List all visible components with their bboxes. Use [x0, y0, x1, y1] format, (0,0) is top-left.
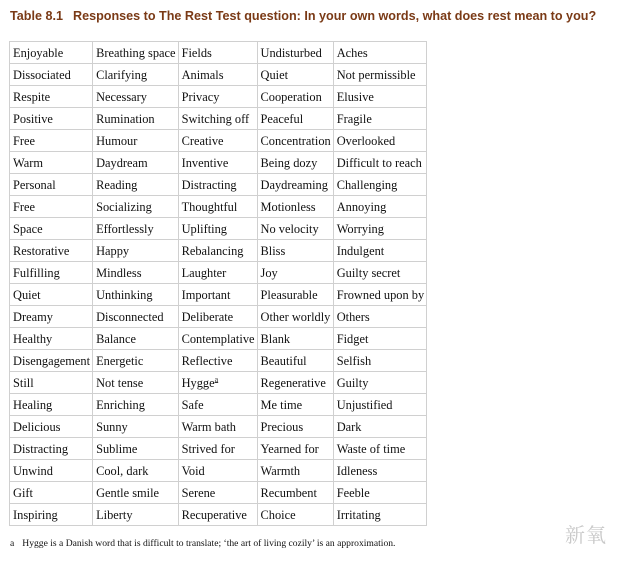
table-cell-col-1 — [10, 196, 93, 218]
cell-text: Unwind — [13, 463, 53, 478]
table-cell-col-5 — [333, 108, 426, 130]
cell-text: Daydream — [96, 155, 148, 170]
table-cell-col-4 — [257, 152, 333, 174]
table-cell-col-1 — [10, 284, 93, 306]
table-cell-col-4 — [257, 262, 333, 284]
table-cell-col-3 — [178, 174, 257, 196]
table-cell-col-1 — [10, 218, 93, 240]
cell-text: Frowned upon by — [336, 287, 425, 302]
table-cell-col-4 — [257, 460, 333, 482]
table-row — [10, 240, 427, 262]
cell-text: Inventive — [181, 155, 229, 170]
table-row — [10, 42, 427, 64]
cell-text: Beautiful — [260, 353, 307, 368]
table-cell-col-5 — [333, 152, 426, 174]
footnote — [10, 538, 395, 549]
cell-text: Happy — [96, 243, 130, 258]
table-cell-col-4 — [257, 438, 333, 460]
table-cell-col-4 — [257, 328, 333, 350]
cell-text: Guilty secret — [336, 265, 401, 280]
cell-text: Strived for — [181, 441, 235, 456]
table-cell-col-5 — [333, 394, 426, 416]
footnote-label: a — [10, 538, 15, 549]
cell-text: Distracting — [181, 177, 237, 192]
table-cell-col-4 — [257, 482, 333, 504]
table-cell-col-4 — [257, 284, 333, 306]
cell-text: Disengagement — [13, 353, 91, 368]
cell-text: Reflective — [181, 353, 233, 368]
cell-text: Peaceful — [260, 111, 304, 126]
cell-text: Switching off — [181, 111, 250, 126]
table-row — [10, 372, 427, 394]
cell-text: Dissociated — [13, 67, 71, 82]
cell-text: Guilty — [336, 375, 369, 390]
cell-text: Contemplative — [181, 331, 255, 346]
table-cell-col-5 — [333, 350, 426, 372]
table-cell-col-2 — [93, 64, 178, 86]
cell-text: Warmth — [260, 463, 301, 478]
table-cell-col-1 — [10, 372, 93, 394]
table-row — [10, 504, 427, 526]
table-cell-col-5 — [333, 460, 426, 482]
cell-text: Motionless — [260, 199, 316, 214]
table-cell-col-3 — [178, 152, 257, 174]
table-cell-col-4 — [257, 504, 333, 526]
cell-text: Idleness — [336, 463, 378, 478]
cell-text: Fidget — [336, 331, 369, 346]
cell-text: Mindless — [96, 265, 142, 280]
table-cell-col-1 — [10, 394, 93, 416]
cell-text: Socializing — [96, 199, 152, 214]
table-cell-col-2 — [93, 460, 178, 482]
cell-text: Energetic — [96, 353, 144, 368]
table-cell-col-1 — [10, 64, 93, 86]
cell-text: Healing — [13, 397, 53, 412]
cell-text: Clarifying — [96, 67, 148, 82]
table-cell-col-4 — [257, 42, 333, 64]
cell-text: Not tense — [96, 375, 144, 390]
table-cell-col-1 — [10, 460, 93, 482]
table-cell-col-5 — [333, 240, 426, 262]
cell-text: Humour — [96, 133, 138, 148]
cell-text: Precious — [260, 419, 304, 434]
table-row — [10, 108, 427, 130]
table-cell-col-4 — [257, 174, 333, 196]
cell-text: Quiet — [260, 67, 289, 82]
watermark-logo: 新氧 — [565, 523, 607, 547]
cell-text: Daydreaming — [260, 177, 328, 192]
cell-text: Uplifting — [181, 221, 227, 236]
table-row — [10, 438, 427, 460]
table-cell-col-2 — [93, 394, 178, 416]
table-cell-col-5 — [333, 328, 426, 350]
footnote-reference[interactable]: a — [214, 374, 219, 384]
cell-text: Balance — [96, 331, 136, 346]
cell-text: Undisturbed — [260, 45, 322, 60]
cell-text: Deliberate — [181, 309, 234, 324]
table-row — [10, 284, 427, 306]
cell-text: Healthy — [13, 331, 53, 346]
cell-text: Rumination — [96, 111, 155, 126]
table-row — [10, 218, 427, 240]
table-cell-col-1 — [10, 108, 93, 130]
table-cell-col-3 — [178, 416, 257, 438]
table-cell-col-3 — [178, 42, 257, 64]
table-cell-col-1 — [10, 240, 93, 262]
cell-text: Me time — [260, 397, 303, 412]
cell-text: Sublime — [96, 441, 138, 456]
table-row — [10, 460, 427, 482]
table-cell-col-5 — [333, 42, 426, 64]
cell-text: Enriching — [96, 397, 145, 412]
cell-text: Thoughtful — [181, 199, 238, 214]
cell-text: Warm — [13, 155, 43, 170]
table-cell-col-2 — [93, 438, 178, 460]
cell-text: Quiet — [13, 287, 41, 302]
table-cell-col-1 — [10, 42, 93, 64]
table-cell-col-4 — [257, 350, 333, 372]
table-cell-col-3 — [178, 482, 257, 504]
table-cell-col-1 — [10, 306, 93, 328]
table-cell-col-4 — [257, 372, 333, 394]
table-cell-col-5 — [333, 130, 426, 152]
table-cell-col-1 — [10, 504, 93, 526]
table-row — [10, 416, 427, 438]
cell-text: Breathing space — [96, 45, 176, 60]
table-cell-col-3 — [178, 108, 257, 130]
cell-text: Elusive — [336, 89, 374, 104]
cell-text: No velocity — [260, 221, 319, 236]
table-cell-col-5 — [333, 504, 426, 526]
cell-text: Still — [13, 375, 34, 390]
cell-text: Concentration — [260, 133, 331, 148]
table-cell-col-2 — [93, 482, 178, 504]
cell-text: Creative — [181, 133, 224, 148]
table-cell-col-4 — [257, 130, 333, 152]
cell-text: Personal — [13, 177, 56, 192]
cell-text: Gentle smile — [96, 485, 160, 500]
table-row — [10, 350, 427, 372]
cell-text: Sunny — [96, 419, 128, 434]
cell-text: Blank — [260, 331, 291, 346]
table-cell-col-3 — [178, 372, 257, 394]
table-cell-col-4 — [257, 196, 333, 218]
table-cell-col-3 — [178, 460, 257, 482]
cell-text: Disconnected — [96, 309, 164, 324]
cell-text: Regenerative — [260, 375, 326, 390]
cell-text: Cooperation — [260, 89, 322, 104]
cell-text: Positive — [13, 111, 53, 126]
table-cell-col-3 — [178, 86, 257, 108]
cell-text: Safe — [181, 397, 204, 412]
cell-text: Overlooked — [336, 133, 396, 148]
footnote-text: Hygge is a Danish word that is difficult to translate; ‘the art of living cozily’ is an approximation. — [22, 538, 396, 549]
cell-text: Irritating — [336, 507, 381, 522]
table-cell-col-3 — [178, 218, 257, 240]
table-cell-col-2 — [93, 86, 178, 108]
table-cell-col-5 — [333, 262, 426, 284]
table-row — [10, 64, 427, 86]
cell-text: Effortlessly — [96, 221, 154, 236]
table-row — [10, 130, 427, 152]
table-cell-col-4 — [257, 86, 333, 108]
cell-text: Aches — [336, 45, 368, 60]
cell-text: Joy — [260, 265, 278, 280]
table-cell-col-4 — [257, 64, 333, 86]
cell-text: Animals — [181, 67, 224, 82]
cell-text: Hygge — [181, 375, 215, 390]
table-caption — [10, 9, 596, 23]
table-cell-col-5 — [333, 416, 426, 438]
cell-text: Challenging — [336, 177, 398, 192]
table-cell-col-3 — [178, 196, 257, 218]
cell-text: Cool, dark — [96, 463, 149, 478]
table-cell-col-5 — [333, 438, 426, 460]
cell-text: Pleasurable — [260, 287, 318, 302]
table-cell-col-1 — [10, 262, 93, 284]
table-row — [10, 306, 427, 328]
table-cell-col-5 — [333, 64, 426, 86]
cell-text: Free — [13, 133, 36, 148]
cell-text: Indulgent — [336, 243, 385, 258]
responses-table — [9, 41, 427, 526]
table-cell-col-3 — [178, 504, 257, 526]
cell-text: Choice — [260, 507, 296, 522]
table-cell-col-2 — [93, 196, 178, 218]
table-cell-col-4 — [257, 394, 333, 416]
table-cell-col-5 — [333, 482, 426, 504]
table-cell-col-5 — [333, 284, 426, 306]
cell-text: Privacy — [181, 89, 220, 104]
cell-text: Space — [13, 221, 43, 236]
table-cell-col-1 — [10, 174, 93, 196]
table-cell-col-3 — [178, 130, 257, 152]
table-cell-col-2 — [93, 284, 178, 306]
cell-text: Respite — [13, 89, 51, 104]
table-title: Responses to The Rest Test question: In your own words, what does rest mean to you? — [72, 9, 597, 23]
table-cell-col-2 — [93, 42, 178, 64]
cell-text: Feeble — [336, 485, 370, 500]
table-cell-col-2 — [93, 306, 178, 328]
cell-text: Liberty — [96, 507, 133, 522]
cell-text: Bliss — [260, 243, 286, 258]
cell-text: Restorative — [13, 243, 70, 258]
cell-text: Gift — [13, 485, 33, 500]
table-cell-col-4 — [257, 306, 333, 328]
cell-text: Yearned for — [260, 441, 319, 456]
cell-text: Inspiring — [13, 507, 58, 522]
table-cell-col-3 — [178, 350, 257, 372]
table-cell-col-1 — [10, 130, 93, 152]
table-row — [10, 152, 427, 174]
cell-text: Free — [13, 199, 36, 214]
table-row — [10, 174, 427, 196]
table-number: Table 8.1 — [10, 9, 63, 23]
cell-text: Rebalancing — [181, 243, 244, 258]
cell-text: Being dozy — [260, 155, 318, 170]
table-cell-col-2 — [93, 504, 178, 526]
cell-text: Enjoyable — [13, 45, 64, 60]
cell-text: Unthinking — [96, 287, 153, 302]
table-cell-col-5 — [333, 196, 426, 218]
table-cell-col-1 — [10, 86, 93, 108]
table-cell-col-1 — [10, 350, 93, 372]
cell-text: Fulfilling — [13, 265, 60, 280]
cell-text: Necessary — [96, 89, 147, 104]
table-cell-col-4 — [257, 240, 333, 262]
cell-text: Annoying — [336, 199, 387, 214]
table-cell-col-2 — [93, 372, 178, 394]
table-cell-col-2 — [93, 350, 178, 372]
table-row — [10, 196, 427, 218]
cell-text: Others — [336, 309, 370, 324]
cell-text: Void — [181, 463, 205, 478]
table-cell-col-2 — [93, 174, 178, 196]
table-row — [10, 86, 427, 108]
cell-text: Dark — [336, 419, 362, 434]
table-cell-col-3 — [178, 262, 257, 284]
table-cell-col-2 — [93, 218, 178, 240]
table-cell-col-2 — [93, 240, 178, 262]
cell-text: Important — [181, 287, 231, 302]
table-cell-col-3 — [178, 438, 257, 460]
table-cell-col-3 — [178, 284, 257, 306]
cell-text: Recumbent — [260, 485, 317, 500]
table-cell-col-1 — [10, 328, 93, 350]
table-cell-col-2 — [93, 152, 178, 174]
table-cell-col-4 — [257, 108, 333, 130]
table-cell-col-5 — [333, 218, 426, 240]
cell-text: Reading — [96, 177, 138, 192]
cell-text: Worrying — [336, 221, 384, 236]
table-cell-col-3 — [178, 240, 257, 262]
cell-text: Not permissible — [336, 67, 416, 82]
table-row — [10, 262, 427, 284]
cell-text: Other worldly — [260, 309, 331, 324]
table-cell-col-2 — [93, 262, 178, 284]
table-cell-col-5 — [333, 174, 426, 196]
table-cell-col-5 — [333, 306, 426, 328]
table-cell-col-3 — [178, 306, 257, 328]
table-cell-col-1 — [10, 438, 93, 460]
table-cell-col-4 — [257, 416, 333, 438]
table-cell-col-3 — [178, 328, 257, 350]
cell-text: Laughter — [181, 265, 227, 280]
table-row — [10, 328, 427, 350]
cell-text: Delicious — [13, 419, 61, 434]
table-cell-col-4 — [257, 218, 333, 240]
table-cell-col-2 — [93, 416, 178, 438]
table-cell-col-2 — [93, 130, 178, 152]
cell-text: Fragile — [336, 111, 372, 126]
table-cell-col-1 — [10, 416, 93, 438]
table-cell-col-5 — [333, 372, 426, 394]
cell-text: Serene — [181, 485, 216, 500]
table-cell-col-1 — [10, 482, 93, 504]
cell-text: Difficult to reach — [336, 155, 422, 170]
cell-text: Distracting — [13, 441, 69, 456]
cell-text: Waste of time — [336, 441, 406, 456]
table-cell-col-2 — [93, 328, 178, 350]
cell-text: Dreamy — [13, 309, 53, 324]
table-cell-col-5 — [333, 86, 426, 108]
cell-text: Fields — [181, 45, 212, 60]
cell-text: Recuperative — [181, 507, 247, 522]
cell-text: Warm bath — [181, 419, 236, 434]
cell-text: Unjustified — [336, 397, 393, 412]
table-cell-col-2 — [93, 108, 178, 130]
table-cell-col-3 — [178, 64, 257, 86]
table-cell-col-1 — [10, 152, 93, 174]
table-row — [10, 394, 427, 416]
table-body — [10, 42, 427, 526]
table-cell-col-3 — [178, 394, 257, 416]
table-row — [10, 482, 427, 504]
cell-text: Selfish — [336, 353, 372, 368]
